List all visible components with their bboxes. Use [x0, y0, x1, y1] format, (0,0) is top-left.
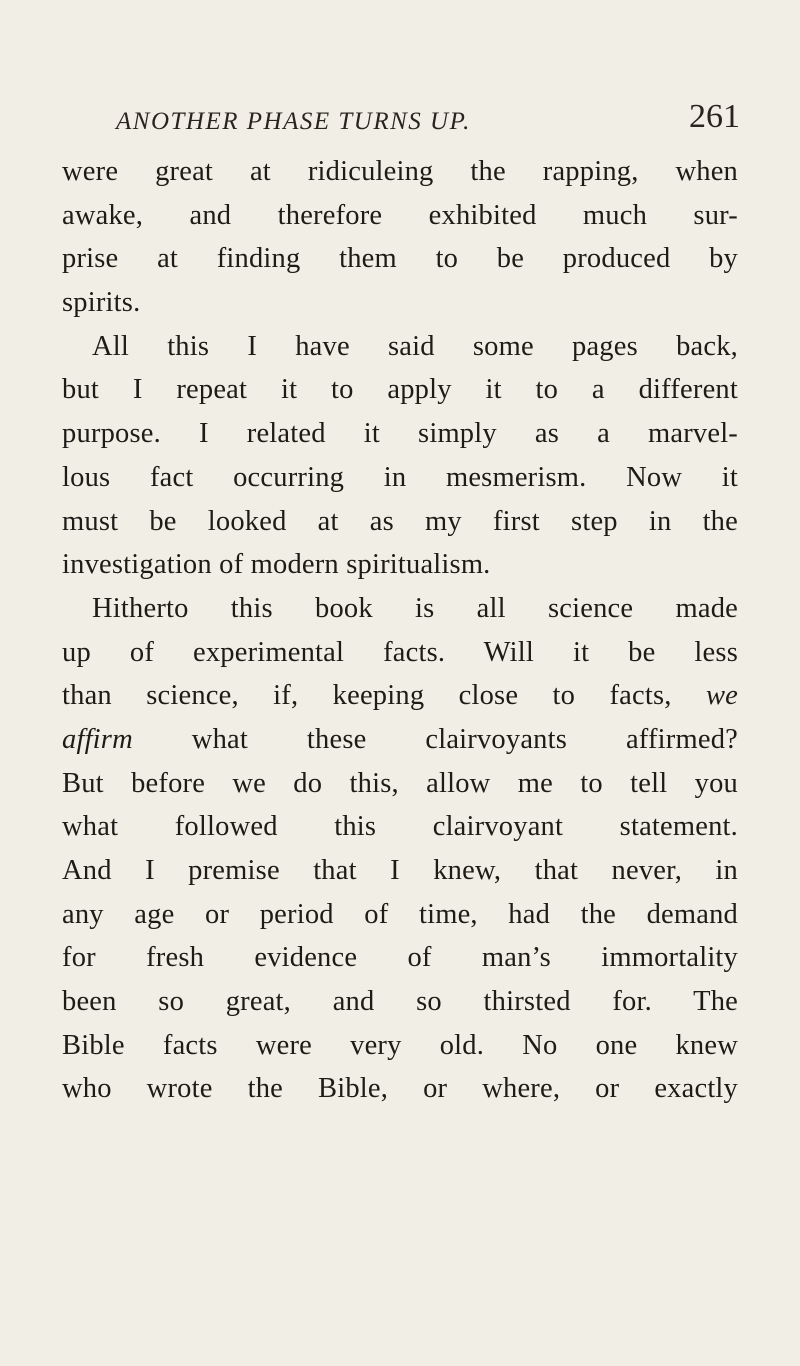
text-line: spirits.	[62, 287, 141, 319]
text-line: were great at ridiculeing the rapping, when	[62, 156, 738, 187]
text-line: But before we do this, allow me to tell you	[62, 767, 738, 799]
text-line: Bible facts were very old. No one knew	[62, 1029, 738, 1061]
text-line: awake, and therefore exhibited much sur-	[62, 199, 738, 231]
text-line: purpose. I related it simply as a marvel-	[62, 418, 738, 450]
emphasis-text: we	[705, 680, 738, 712]
text-line: And I premise that I knew, that never, in	[62, 855, 738, 886]
text-line: investigation of modern spiritualism.	[62, 549, 491, 581]
text-line: must be looked at as my first step in the	[62, 505, 738, 537]
page-number: 261	[689, 98, 740, 135]
text-line: who wrote the Bible, or where, or exactly	[62, 1073, 738, 1105]
body-text	[62, 150, 738, 1111]
text-line: All this I have said some pages back,	[92, 330, 738, 362]
text-line: but I repeat it to apply it to a different	[62, 374, 738, 406]
text-line: what followed this clairvoyant statement.	[62, 811, 738, 843]
text-line: been so great, and so thirsted for. The	[62, 986, 738, 1018]
text-line: any age or period of time, had the demand	[62, 898, 738, 930]
text-line	[62, 718, 738, 762]
text-line: lous fact occurring in mesmerism. Now it	[62, 461, 738, 493]
text-segment: than science, if, keeping close to facts,	[62, 680, 706, 712]
text-segment: what these clairvoyants affirmed?	[132, 723, 738, 755]
text-line	[62, 674, 738, 718]
text-line: prise at finding them to be produced by	[62, 243, 738, 275]
text-line: for fresh evidence of man’s immortality	[62, 942, 738, 974]
text-line: Hitherto this book is all science made	[92, 592, 738, 624]
running-title: ANOTHER PHASE TURNS UP.	[116, 108, 471, 135]
text-line: up of experimental facts. Will it be less	[62, 636, 738, 668]
emphasis-text: affirm	[62, 723, 133, 755]
running-head	[110, 98, 740, 144]
